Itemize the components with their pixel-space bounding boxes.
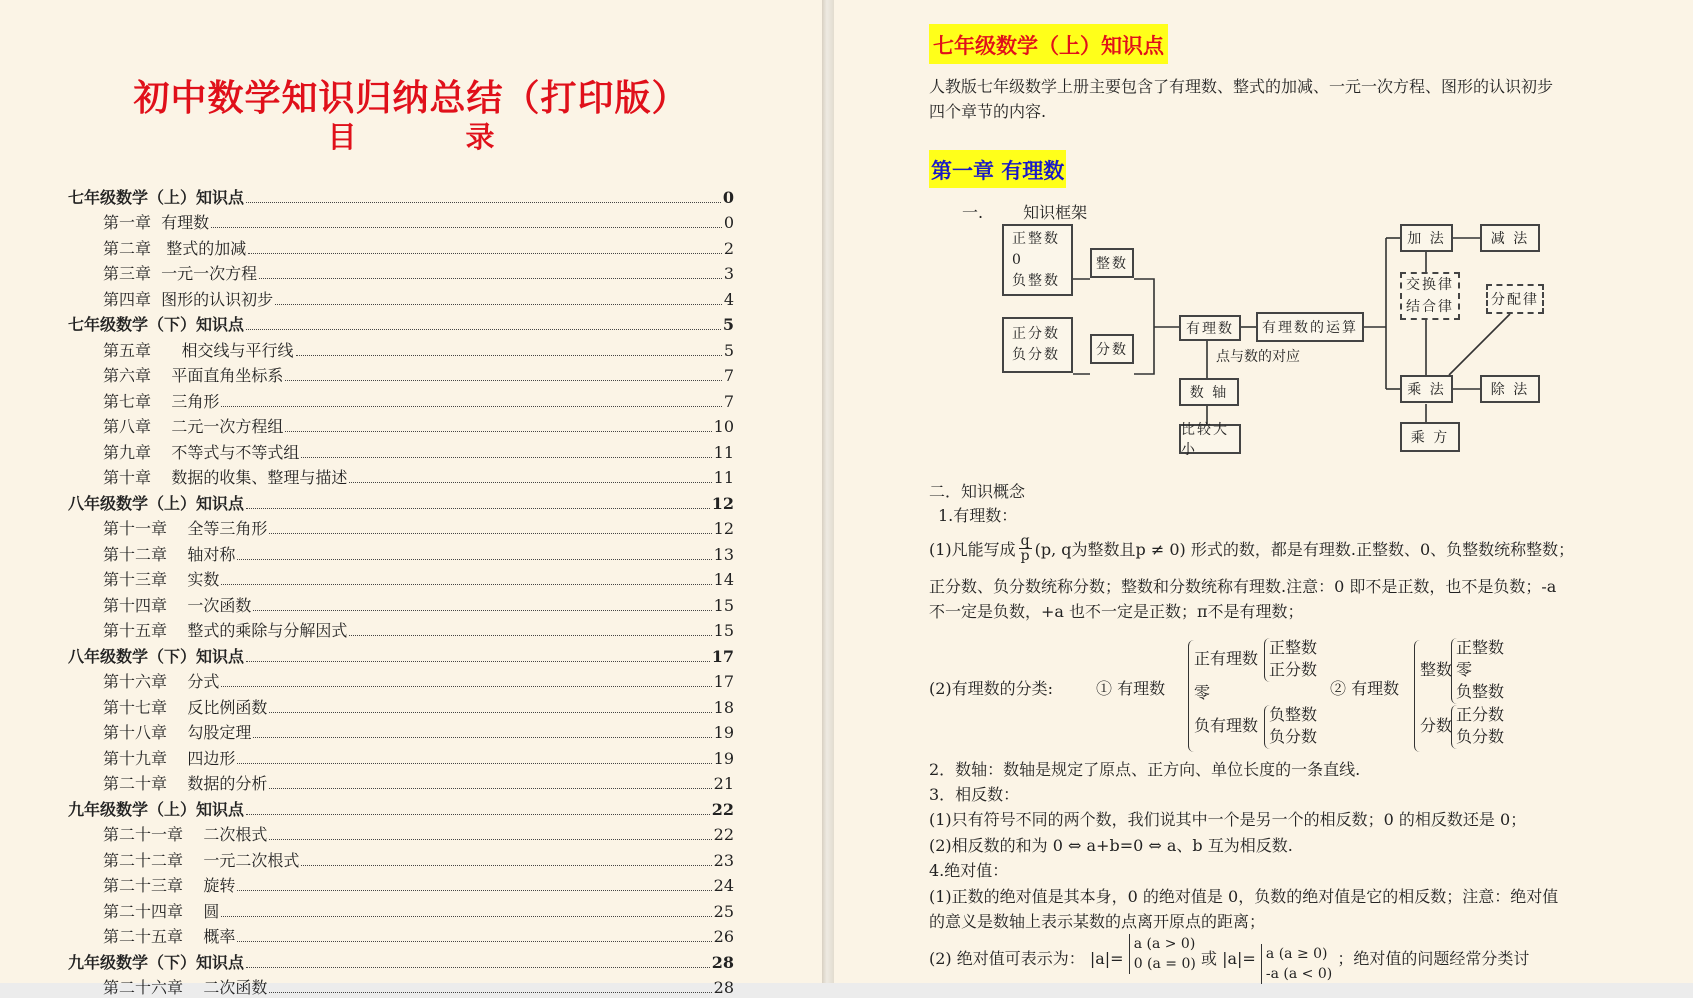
toc-leader-dots bbox=[301, 865, 711, 866]
toc-entry-title: 第二十章 数据的分析 bbox=[103, 774, 267, 794]
label-zero: 0 bbox=[1012, 250, 1023, 271]
box-fraction: 分数 bbox=[1090, 334, 1134, 364]
toc-leader-dots bbox=[269, 839, 711, 840]
toc-chapter-entry[interactable] bbox=[68, 871, 734, 897]
toc-chapter-entry[interactable] bbox=[68, 539, 734, 565]
toc-entry-title: 第十一章 全等三角形 bbox=[103, 519, 267, 539]
label-integer: 整数 bbox=[1420, 657, 1452, 680]
toc-leader-dots bbox=[269, 712, 711, 713]
toc-page-number: 13 bbox=[714, 545, 734, 565]
toc-entry-title: 第七章 三角形 bbox=[103, 392, 219, 412]
abs-cases-2 bbox=[1261, 944, 1332, 984]
absolute-value-rule-1 bbox=[929, 884, 1609, 934]
label-negative-rational: 负有理数 bbox=[1194, 713, 1258, 736]
label-point-number-correspondence: 点与数的对应 bbox=[1216, 346, 1300, 366]
label-pos-frac: 正分数 bbox=[1269, 657, 1317, 680]
toc-entry-title: 第十六章 分式 bbox=[103, 672, 219, 692]
box-fraction-types bbox=[1002, 317, 1073, 373]
toc-grade-entry[interactable] bbox=[68, 794, 734, 820]
toc-chapter-entry[interactable] bbox=[68, 335, 734, 361]
toc-chapter-entry[interactable] bbox=[68, 922, 734, 948]
toc-page-number: 5 bbox=[724, 341, 734, 361]
toc-chapter-entry[interactable] bbox=[68, 412, 734, 438]
abs-case: 0 (a = 0) bbox=[1134, 954, 1196, 974]
toc-entry-title: 九年级数学（下）知识点 bbox=[68, 953, 244, 973]
box-commutative-associative-laws bbox=[1400, 272, 1460, 320]
text-line: 不一定是负数，+a 也不一定是正数；π不是有理数； bbox=[929, 599, 1609, 624]
toc-entry-title: 第四章 图形的认识初步 bbox=[103, 290, 273, 310]
toc-leader-dots bbox=[248, 253, 722, 254]
toc-leader-dots bbox=[269, 788, 711, 789]
toc-leader-dots bbox=[211, 227, 722, 228]
document-title: 初中数学知识归纳总结（打印版） bbox=[0, 70, 822, 121]
toc-leader-dots bbox=[237, 890, 711, 891]
fraction-q-over-p bbox=[1019, 534, 1032, 563]
section-label bbox=[962, 200, 1127, 223]
toc-leader-dots bbox=[246, 661, 710, 662]
toc-entry-title: 八年级数学（上）知识点 bbox=[68, 494, 244, 514]
toc-leader-dots bbox=[275, 304, 722, 305]
toc-entry-title: 第十章 数据的收集、整理与描述 bbox=[103, 468, 347, 488]
toc-chapter-entry[interactable] bbox=[68, 463, 734, 489]
table-of-contents bbox=[68, 182, 734, 998]
toc-page-number: 11 bbox=[714, 468, 734, 488]
toc-chapter-entry[interactable] bbox=[68, 565, 734, 591]
box-subtraction: 减 法 bbox=[1480, 224, 1540, 252]
abs-lhs-1: |a|= bbox=[1090, 949, 1124, 968]
box-compare-size: 比较大小 bbox=[1179, 424, 1241, 454]
toc-page-number: 7 bbox=[724, 392, 734, 412]
toc-leader-dots bbox=[285, 431, 711, 432]
toc-page-number: 26 bbox=[714, 927, 734, 947]
toc-chapter-entry[interactable] bbox=[68, 743, 734, 769]
opposite-rule-1: (1)只有符号不同的两个数，我们说其中一个是另一个的相反数；0 的相反数还是 0； bbox=[929, 807, 1609, 832]
toc-chapter-entry[interactable] bbox=[68, 284, 734, 310]
toc-leader-dots bbox=[221, 916, 711, 917]
number-line-definition: 2．数轴：数轴是规定了原点、正方向、单位长度的一条直线. bbox=[929, 757, 1609, 782]
intro-line: 人教版七年级数学上册主要包含了有理数、整式的加减、一元一次方程、图形的认识初步 bbox=[929, 74, 1609, 99]
toc-leader-dots bbox=[285, 380, 721, 381]
intro-line: 四个章节的内容. bbox=[929, 99, 1609, 124]
toc-page-number: 3 bbox=[724, 264, 734, 284]
toc-leader-dots bbox=[253, 610, 711, 611]
toc-leader-dots bbox=[246, 508, 710, 509]
abs-lhs-2: |a|= bbox=[1222, 949, 1256, 968]
box-integer: 整数 bbox=[1090, 248, 1134, 278]
toc-entry-title: 第五章 相交线与平行线 bbox=[103, 341, 294, 361]
label-int-zero: 零 bbox=[1456, 657, 1472, 680]
toc-chapter-entry[interactable] bbox=[68, 590, 734, 616]
text-line: (1)正数的绝对值是其本身，0 的绝对值是 0，负数的绝对值是它的相反数；注意：绝对值 bbox=[929, 884, 1609, 909]
toc-chapter-entry[interactable] bbox=[68, 845, 734, 871]
label-commutative-law: 交换律 bbox=[1406, 274, 1454, 296]
toc-leader-dots bbox=[296, 355, 722, 356]
toc-leader-dots bbox=[253, 737, 711, 738]
abs-or: 或 bbox=[1201, 949, 1217, 968]
toc-entry-title: 第十四章 一次函数 bbox=[103, 596, 251, 616]
toc-leader-dots bbox=[221, 686, 711, 687]
toc-page-number: 17 bbox=[712, 647, 734, 667]
toc-chapter-entry[interactable] bbox=[68, 259, 734, 285]
left-page bbox=[0, 0, 822, 983]
toc-chapter-entry[interactable] bbox=[68, 616, 734, 642]
toc-entry-title: 第二十一章 二次根式 bbox=[103, 825, 267, 845]
toc-entry-title: 第八章 二元一次方程组 bbox=[103, 417, 283, 437]
toc-chapter-entry[interactable] bbox=[68, 208, 734, 234]
text-line: 的意义是数轴上表示某数的点离开原点的距离； bbox=[929, 909, 1609, 934]
toc-page-number: 11 bbox=[714, 443, 734, 463]
toc-heading: 目 录 bbox=[0, 115, 822, 156]
label-neg-int: 负整数 bbox=[1269, 702, 1317, 725]
toc-chapter-entry[interactable] bbox=[68, 820, 734, 846]
toc-entry-title: 第十七章 反比例函数 bbox=[103, 698, 267, 718]
toc-page-number: 18 bbox=[714, 698, 734, 718]
rational-definition-formula bbox=[929, 534, 1574, 563]
toc-grade-entry[interactable] bbox=[68, 488, 734, 514]
text-line: 正分数、负分数统称分数；整数和分数统称有理数.注意：0 即不是正数，也不是负数；-a bbox=[929, 574, 1609, 599]
toc-entry-title: 七年级数学（上）知识点 bbox=[68, 188, 244, 208]
toc-page-number: 24 bbox=[714, 876, 734, 896]
label-frac-pos: 正分数 bbox=[1456, 702, 1504, 725]
toc-entry-title: 九年级数学（上）知识点 bbox=[68, 800, 244, 820]
toc-chapter-entry[interactable] bbox=[68, 361, 734, 387]
toc-leader-dots bbox=[269, 533, 711, 534]
toc-page-number: 22 bbox=[714, 825, 734, 845]
toc-entry-title: 第十二章 轴对称 bbox=[103, 545, 235, 565]
label-associative-law: 结合律 bbox=[1406, 296, 1454, 318]
toc-page-number: 2 bbox=[724, 239, 734, 259]
toc-page-number: 15 bbox=[714, 596, 734, 616]
abs-case: -a (a < 0) bbox=[1266, 964, 1332, 984]
box-rational-operations: 有理数的运算 bbox=[1256, 312, 1364, 342]
label-zero-1: 零 bbox=[1194, 680, 1210, 703]
toc-entry-title: 第十五章 整式的乘除与分解因式 bbox=[103, 621, 347, 641]
box-multiplication: 乘 法 bbox=[1400, 375, 1453, 403]
toc-entry-title: 第一章 有理数 bbox=[103, 213, 209, 233]
toc-leader-dots bbox=[246, 967, 710, 968]
toc-leader-dots bbox=[246, 814, 710, 815]
page-gutter bbox=[822, 0, 834, 983]
toc-leader-dots bbox=[246, 202, 721, 203]
toc-leader-dots bbox=[221, 584, 711, 585]
absolute-value-title: 4.绝对值： bbox=[929, 858, 1609, 883]
toc-entry-title: 第十八章 勾股定理 bbox=[103, 723, 251, 743]
formula-suffix: (p, q为整数且p ≠ 0) 形式的数，都是有理数.正整数、0、负整数统称整数； bbox=[1035, 537, 1575, 560]
toc-page-number: 4 bbox=[724, 290, 734, 310]
chapter-heading: 第一章 有理数 bbox=[929, 150, 1066, 188]
toc-grade-entry[interactable] bbox=[68, 947, 734, 973]
toc-chapter-entry[interactable] bbox=[68, 718, 734, 744]
formula-prefix: (1)凡能写成 bbox=[929, 537, 1016, 560]
label-int-pos: 正整数 bbox=[1456, 635, 1504, 658]
toc-entry-title: 第六章 平面直角坐标系 bbox=[103, 366, 283, 386]
toc-chapter-entry[interactable] bbox=[68, 233, 734, 259]
knowledge-framework-diagram bbox=[994, 224, 1554, 470]
abs-suffix: ；绝对值的问题经常分类讨 bbox=[1337, 949, 1529, 968]
label-pos-int: 正整数 bbox=[1269, 635, 1317, 658]
method-2-label: ② 有理数 bbox=[1330, 676, 1399, 699]
toc-page-number: 28 bbox=[714, 978, 734, 998]
toc-chapter-entry[interactable] bbox=[68, 514, 734, 540]
label-negative-fraction: 负分数 bbox=[1012, 345, 1060, 366]
toc-chapter-entry[interactable] bbox=[68, 386, 734, 412]
toc-page-number: 0 bbox=[724, 213, 734, 233]
toc-page-number: 5 bbox=[723, 315, 734, 335]
label-int-neg: 负整数 bbox=[1456, 679, 1504, 702]
label-positive-rational: 正有理数 bbox=[1194, 646, 1258, 669]
toc-leader-dots bbox=[237, 559, 711, 560]
method-1-label: ① 有理数 bbox=[1096, 676, 1165, 699]
toc-page-number: 22 bbox=[712, 800, 734, 820]
toc-entry-title: 第二十五章 概率 bbox=[103, 927, 235, 947]
toc-entry-title: 第二十四章 圆 bbox=[103, 902, 219, 922]
opposite-rule-2: (2)相反数的和为 0 ⇔ a+b=0 ⇔ a、b 互为相反数. bbox=[929, 833, 1609, 858]
label-fraction: 分数 bbox=[1420, 713, 1452, 736]
box-integer-types bbox=[1002, 224, 1073, 296]
toc-page-number: 0 bbox=[723, 188, 734, 208]
absolute-value-formula bbox=[929, 946, 1529, 986]
abs-case: a (a > 0) bbox=[1134, 934, 1196, 954]
rational-definition-continued bbox=[929, 574, 1609, 624]
abs-case: a (a ≥ 0) bbox=[1266, 944, 1332, 964]
grade-heading: 七年级数学（上）知识点 bbox=[929, 24, 1168, 64]
toc-entry-title: 七年级数学（下）知识点 bbox=[68, 315, 244, 335]
toc-leader-dots bbox=[301, 457, 711, 458]
toc-page-number: 12 bbox=[712, 494, 734, 514]
toc-entry-title: 第九章 不等式与不等式组 bbox=[103, 443, 299, 463]
toc-entry-title: 第二十六章 二次函数 bbox=[103, 978, 267, 998]
toc-grade-entry[interactable] bbox=[68, 182, 734, 208]
label-neg-frac: 负分数 bbox=[1269, 724, 1317, 747]
label-negative-integer: 负整数 bbox=[1012, 271, 1060, 292]
toc-page-number: 28 bbox=[712, 953, 734, 973]
toc-page-number: 15 bbox=[714, 621, 734, 641]
classification-label: (2)有理数的分类: bbox=[929, 676, 1053, 699]
box-division: 除 法 bbox=[1480, 375, 1540, 403]
toc-entry-title: 第十三章 实数 bbox=[103, 570, 219, 590]
box-rational-number: 有理数 bbox=[1179, 315, 1241, 341]
box-distributive-law: 分配律 bbox=[1486, 284, 1544, 314]
toc-chapter-entry[interactable] bbox=[68, 437, 734, 463]
toc-chapter-entry[interactable] bbox=[68, 973, 734, 998]
section-2-title: 二．知识概念 bbox=[929, 479, 1609, 504]
toc-entry-title: 第二十二章 一元二次根式 bbox=[103, 851, 299, 871]
toc-page-number: 23 bbox=[714, 851, 734, 871]
label-positive-fraction: 正分数 bbox=[1012, 324, 1060, 345]
toc-entry-title: 八年级数学（下）知识点 bbox=[68, 647, 244, 667]
toc-chapter-entry[interactable] bbox=[68, 692, 734, 718]
toc-page-number: 19 bbox=[714, 749, 734, 769]
toc-leader-dots bbox=[259, 278, 722, 279]
section-title: 知识框架 bbox=[1023, 203, 1087, 222]
toc-leader-dots bbox=[349, 635, 711, 636]
toc-page-number: 7 bbox=[724, 366, 734, 386]
box-number-line: 数 轴 bbox=[1179, 378, 1239, 406]
section-number: 一. bbox=[962, 203, 983, 222]
toc-page-number: 14 bbox=[714, 570, 734, 590]
box-addition: 加 法 bbox=[1400, 224, 1453, 252]
fraction-denominator: p bbox=[1021, 549, 1030, 563]
toc-entry-title: 第二十三章 旋转 bbox=[103, 876, 235, 896]
toc-leader-dots bbox=[221, 406, 721, 407]
rational-subtitle: 1.有理数： bbox=[938, 503, 1618, 528]
toc-grade-entry[interactable] bbox=[68, 641, 734, 667]
toc-page-number: 19 bbox=[714, 723, 734, 743]
intro-paragraph bbox=[929, 74, 1609, 124]
toc-chapter-entry[interactable] bbox=[68, 667, 734, 693]
toc-page-number: 10 bbox=[714, 417, 734, 437]
toc-chapter-entry[interactable] bbox=[68, 896, 734, 922]
opposite-title: 3．相反数： bbox=[929, 782, 1609, 807]
toc-chapter-entry[interactable] bbox=[68, 769, 734, 795]
toc-leader-dots bbox=[269, 992, 711, 993]
toc-page-number: 17 bbox=[714, 672, 734, 692]
toc-leader-dots bbox=[246, 329, 721, 330]
label-frac-neg: 负分数 bbox=[1456, 724, 1504, 747]
box-exponentiation: 乘 方 bbox=[1400, 422, 1460, 452]
abs-prefix: (2) 绝对值可表示为： bbox=[929, 949, 1085, 968]
toc-entry-title: 第十九章 四边形 bbox=[103, 749, 235, 769]
toc-leader-dots bbox=[349, 482, 711, 483]
toc-page-number: 12 bbox=[714, 519, 734, 539]
abs-cases-1 bbox=[1129, 934, 1196, 974]
fraction-numerator: q bbox=[1019, 534, 1032, 549]
toc-leader-dots bbox=[237, 763, 711, 764]
toc-page-number: 25 bbox=[714, 902, 734, 922]
toc-entry-title: 第二章 整式的加减 bbox=[103, 239, 246, 259]
toc-leader-dots bbox=[237, 941, 711, 942]
toc-entry-title: 第三章 一元一次方程 bbox=[103, 264, 257, 284]
toc-page-number: 21 bbox=[714, 774, 734, 794]
label-positive-integer: 正整数 bbox=[1012, 229, 1060, 250]
right-page bbox=[834, 0, 1693, 983]
toc-grade-entry[interactable] bbox=[68, 310, 734, 336]
